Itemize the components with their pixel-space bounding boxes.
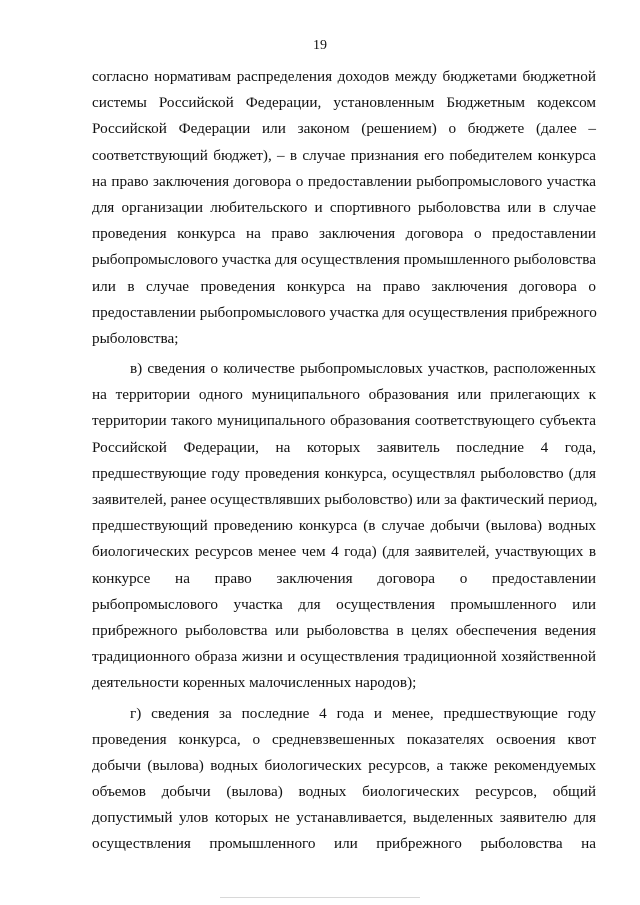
text-line: территории такого муниципального образования соответствующего субъекта (92, 412, 596, 430)
text-line: на территории одного муниципального образования или прилегающих к (92, 386, 596, 404)
text-line: Российской Федерации, на которых заявитель последние 4 года, (92, 438, 596, 456)
text-line: предшествующий проведению конкурса (в случае добычи (вылова) водных (92, 517, 596, 535)
text-line: для организации любительского и спортивного рыболовства или в случае (92, 198, 596, 216)
text-line: рыбопромыслового участка для осуществления промышленного рыболовства (92, 251, 596, 269)
scan-edge-line (220, 897, 420, 898)
text-line: предоставлении рыбопромыслового участка для осуществления прибрежного (92, 303, 597, 321)
text-line: проведения конкурса, о средневзвешенных показателях освоения квот (92, 730, 596, 748)
text-line: традиционного образа жизни и осуществления традиционной хозяйственной (92, 648, 596, 666)
text-line: системы Российской Федерации, установленным Бюджетным кодексом (92, 94, 596, 112)
document-body (92, 64, 596, 858)
text-line: рыбопромыслового участка для осуществления промышленного или (92, 595, 596, 613)
text-line: предшествующие году проведения конкурса, осуществлял рыболовство (для (92, 464, 596, 482)
text-line: или в случае проведения конкурса на право заключения договора о (92, 277, 596, 295)
text-line: прибрежного рыболовства или рыболовства в целях обеспечения ведения (92, 621, 596, 639)
paragraph-item-v (92, 356, 596, 696)
text-line: Российской Федерации или законом (решением) о бюджете (далее – (92, 120, 596, 138)
text-line: г) сведения за последние 4 года и менее, предшествующие году (130, 704, 596, 722)
text-line: рыболовства; (92, 329, 179, 347)
text-line: осуществления промышленного или прибрежного рыболовства на (92, 835, 596, 853)
page-number: 19 (313, 38, 327, 53)
text-line: согласно нормативам распределения доходов между бюджетами бюджетной (92, 68, 596, 85)
text-line: проведения конкурса на право заключения договора о предоставлении (92, 225, 596, 243)
paragraph-item-g (92, 701, 596, 858)
text-line: на право заключения договора о предоставлении рыбопромыслового участка (92, 172, 596, 190)
text-line: деятельности коренных малочисленных народов); (92, 674, 417, 692)
text-line: заявителей, ранее осуществлявших рыболовство) или за фактический период, (92, 491, 598, 508)
text-line: объемов добычи (вылова) водных биологических ресурсов, общий (92, 783, 596, 801)
text-line: соответствующий бюджет), – в случае признания его победителем конкурса (92, 146, 596, 164)
text-line: в) сведения о количестве рыбопромысловых участков, расположенных (130, 360, 596, 378)
paragraph-continuation (92, 64, 596, 352)
text-line: допустимый улов которых не устанавливается, выделенных заявителю для (92, 809, 596, 827)
text-line: биологических ресурсов менее чем 4 года) (для заявителей, участвующих в (92, 543, 596, 561)
text-line: добычи (вылова) водных биологических ресурсов, а также рекомендуемых (92, 756, 596, 774)
text-line: конкурсе на право заключения договора о предоставлении (92, 569, 596, 587)
